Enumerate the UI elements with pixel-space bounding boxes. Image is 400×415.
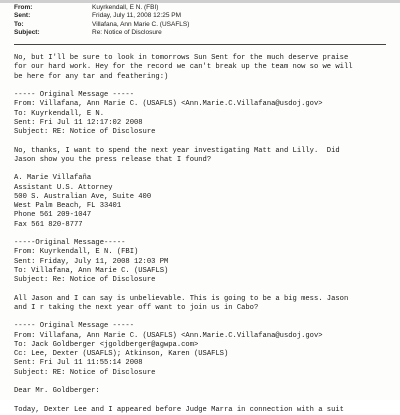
header-value: Re: Notice of Disclosure [92, 28, 162, 36]
quoted-header-line: To: Jack Goldberger <jgoldberger@agwpa.com> [14, 340, 199, 349]
header-divider [14, 44, 386, 45]
header-value: Friday, July 11, 2008 12:25 PM [92, 12, 182, 20]
quoted-header-line: Sent: Fri Jul 11 12:17:02 2008 [14, 118, 143, 127]
quoted-header-line: Subject: RE: Notice of Disclosure [14, 368, 156, 377]
quoted-header-line: ----- Original Message ----- [14, 91, 134, 99]
body-line: be here for any tar and feathering:) [14, 72, 169, 81]
quoted-header-line: Cc: Lee, Dexter (USAFLS); Atkinson, Karen (USAFLS) [14, 350, 229, 358]
header-label: Sent: [14, 12, 31, 20]
signature-line: Fax 561 820-8777 [14, 220, 83, 229]
quoted-header-line: -----Original Message----- [14, 239, 126, 247]
email-body [14, 50, 394, 415]
quoted-header-line: ----- Original Message ----- [14, 322, 134, 331]
signature-line: Assistant U.S. Attorney [14, 183, 113, 192]
quoted-header-line: Subject: RE: Notice of Disclosure [14, 128, 156, 136]
quoted-header-line: From: Kuyrkendall, E N. (FBI) [14, 248, 139, 257]
signature-line: West Palm Beach, FL 33401 [14, 202, 122, 210]
header-label: From: [14, 4, 33, 11]
body-line: All Jason and I can say is unbelievable. This is going to be a big mess. Jason [14, 294, 349, 303]
header-value: Villafana, Ann Marie C. (USAFLS) [92, 20, 190, 28]
body-line: for our hard work. Hey for the record we can't break up the team now so we will [14, 63, 353, 72]
header-value: Kuyrkendall, E N. (FBI) [92, 4, 159, 11]
body-line: Today, Dexter Lee and I appeared before Judge Marra in connection with a suit [14, 405, 344, 414]
quoted-header-line: To: Kuyrkendall, E N. [14, 109, 104, 118]
quoted-header-line: To: Villafana, Ann Marie C. (USAFLS) [14, 266, 169, 275]
header-subject-row [14, 29, 314, 37]
signature-line: 500 S. Australian Ave, Suite 400 [14, 192, 152, 201]
email-header [14, 4, 314, 37]
header-label: To: [14, 20, 24, 28]
signature-line: A. Marie Villafaña [14, 174, 92, 183]
signature-line: Phone 561 209-1047 [14, 211, 92, 220]
quoted-header-line: From: Villafana, Ann Marie C. (USAFLS) <Ann.Marie.C.Villafana@usdoj.gov> [14, 331, 323, 340]
header-sent-row [14, 12, 314, 20]
header-label: Subject: [14, 28, 40, 36]
greeting-line: Dear Mr. Goldberger: [14, 387, 100, 395]
header-from-row [14, 4, 314, 12]
body-line: No, but I'll be sure to look in tomorrows Sun Sent for the much deserve praise [14, 54, 349, 62]
quoted-header-line: Sent: Friday, July 11, 2008 12:03 PM [14, 257, 169, 266]
body-line: Jason show you the press release that I found? [14, 155, 212, 164]
body-line: No, thanks, I want to spend the next year investigating Matt and Lilly. Did [14, 146, 340, 155]
top-scan-band [0, 0, 400, 3]
quoted-header-line: From: Villafana, Ann Marie C. (USAFLS) <Ann.Marie.C.Villafana@usdoj.gov> [14, 100, 323, 109]
quoted-header-line: Subject: Re: Notice of Disclosure [14, 276, 156, 284]
header-to-row [14, 21, 314, 29]
body-line: and I r taking the next year off want to join us in Cabo? [14, 303, 259, 312]
quoted-header-line: Sent: Fri Jul 11 11:55:14 2008 [14, 359, 143, 368]
